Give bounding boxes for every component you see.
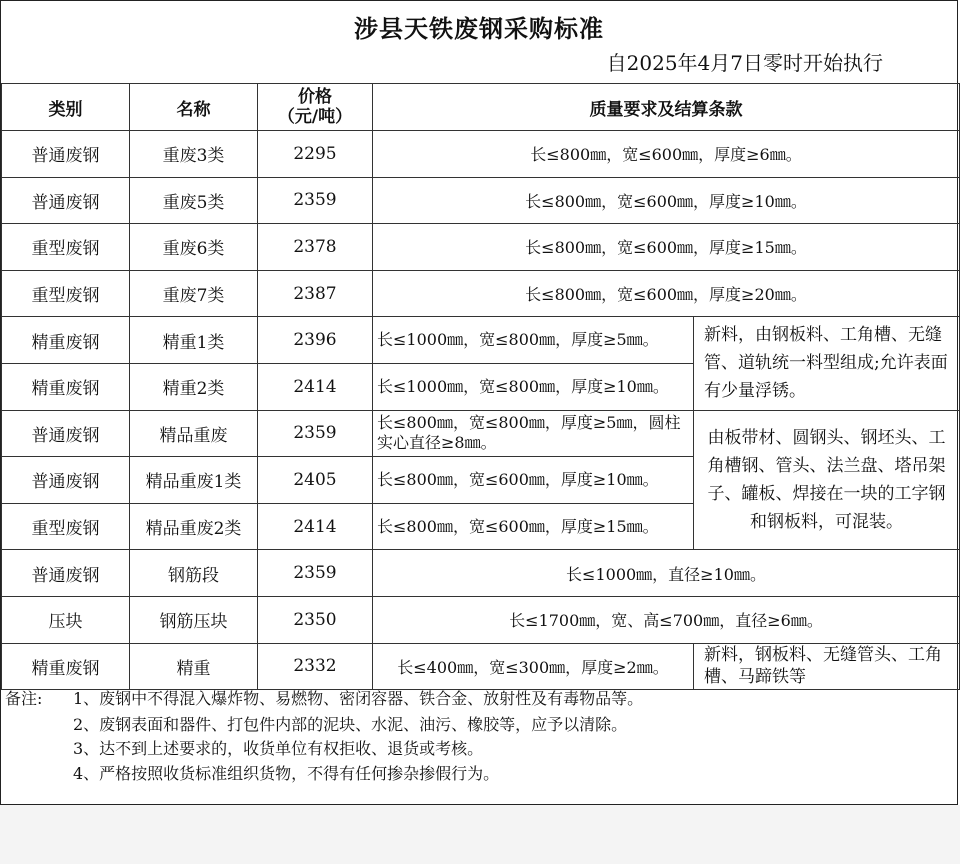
cell-spec: 长≤800㎜，宽≤800㎜，厚度≥5㎜，圆柱实心直径≥8㎜。 — [373, 410, 694, 457]
cell-name: 精品重废1类 — [130, 457, 258, 504]
cell-price: 2414 — [258, 503, 373, 550]
cell-price: 2332 — [258, 643, 373, 690]
cell-material-note: 新料，由钢板料、工角槽、无缝管、道轨统一料型组成;允许表面有少量浮锈。 — [694, 317, 960, 410]
cell-spec: 长≤1000㎜，宽≤800㎜，厚度≥5㎜。 — [373, 317, 694, 364]
cell-name: 精重1类 — [130, 317, 258, 364]
cell-price: 2396 — [258, 317, 373, 364]
table-header-row — [2, 84, 960, 131]
header-name: 名称 — [130, 84, 258, 131]
table-row — [2, 270, 960, 317]
cell-name: 精重2类 — [130, 363, 258, 410]
header-category: 类别 — [2, 84, 130, 131]
cell-name: 重废6类 — [130, 224, 258, 271]
table-row — [2, 410, 960, 457]
cell-spec: 长≤800㎜，宽≤600㎜，厚度≥10㎜。 — [373, 177, 960, 224]
page-title: 涉县天铁废钢采购标准 — [354, 14, 604, 43]
remark-item: 3、达不到上述要求的，收货单位有权拒收、退货或考核。 — [73, 739, 484, 758]
cell-name: 精品重废 — [130, 410, 258, 457]
cell-spec: 长≤1700㎜，宽、高≤700㎜，直径≥6㎜。 — [373, 596, 960, 643]
cell-name: 重废5类 — [130, 177, 258, 224]
cell-spec: 长≤800㎜，宽≤600㎜，厚度≥15㎜。 — [373, 224, 960, 271]
cell-spec: 长≤400㎜，宽≤300㎜，厚度≥2㎜。 — [373, 643, 694, 690]
table-row — [2, 596, 960, 643]
cell-name: 精重 — [130, 643, 258, 690]
cell-price: 2359 — [258, 410, 373, 457]
remark-item: 4、严格按照收货标准组织货物，不得有任何掺杂掺假行为。 — [73, 764, 500, 783]
cell-price: 2414 — [258, 363, 373, 410]
cell-name: 重废7类 — [130, 270, 258, 317]
cell-price: 2405 — [258, 457, 373, 504]
cell-category: 重型废钢 — [2, 224, 130, 271]
cell-category: 普通废钢 — [2, 457, 130, 504]
table-row — [2, 224, 960, 271]
cell-price: 2378 — [258, 224, 373, 271]
cell-name: 精品重废2类 — [130, 503, 258, 550]
table-row — [2, 643, 960, 690]
cell-category: 普通废钢 — [2, 410, 130, 457]
remark-item: 2、废钢表面和器件、打包件内部的泥块、水泥、油污、橡胶等，应予以清除。 — [73, 715, 628, 734]
header-requirements: 质量要求及结算条款 — [373, 84, 960, 131]
header-price-line1: 价格 — [298, 87, 332, 107]
cell-spec: 长≤1000㎜，直径≥10㎜。 — [373, 550, 960, 597]
cell-spec: 长≤1000㎜，宽≤800㎜，厚度≥10㎜。 — [373, 363, 694, 410]
cell-category: 重型废钢 — [2, 270, 130, 317]
remark-item: 1、废钢中不得混入爆炸物、易燃物、密闭容器、铁合金、放射性及有毒物品等。 — [73, 689, 644, 708]
cell-name: 重废3类 — [130, 131, 258, 178]
price-table — [1, 83, 960, 690]
table-row — [2, 550, 960, 597]
cell-price: 2359 — [258, 550, 373, 597]
cell-category: 普通废钢 — [2, 177, 130, 224]
remarks-label: 备注: — [5, 689, 43, 708]
cell-category: 压块 — [2, 596, 130, 643]
table-row — [2, 131, 960, 178]
cell-category: 精重废钢 — [2, 363, 130, 410]
cell-price: 2295 — [258, 131, 373, 178]
cell-spec: 长≤800㎜，宽≤600㎜，厚度≥10㎜。 — [373, 457, 694, 504]
cell-material-note: 由板带材、圆钢头、钢坯头、工角槽钢、管头、法兰盘、塔吊架子、罐板、焊接在一块的工字钢和钢板料，可混装。 — [694, 410, 960, 550]
cell-category: 普通废钢 — [2, 550, 130, 597]
cell-price: 2387 — [258, 270, 373, 317]
cell-name: 钢筋段 — [130, 550, 258, 597]
cell-category: 精重废钢 — [2, 317, 130, 364]
header-price — [258, 84, 373, 131]
cell-price: 2350 — [258, 596, 373, 643]
header-price-line2: （元/吨） — [277, 107, 353, 127]
effective-date: 自2025年4月7日零时开始执行 — [606, 51, 883, 75]
cell-category: 普通废钢 — [2, 131, 130, 178]
cell-price: 2359 — [258, 177, 373, 224]
blank-margin — [0, 805, 960, 864]
table-row — [2, 177, 960, 224]
cell-spec: 长≤800㎜，宽≤600㎜，厚度≥6㎜。 — [373, 131, 960, 178]
cell-spec: 长≤800㎜，宽≤600㎜，厚度≥20㎜。 — [373, 270, 960, 317]
cell-material-note: 新料，钢板料、无缝管头、工角槽、马蹄铁等 — [694, 643, 960, 690]
cell-spec: 长≤800㎜，宽≤600㎜，厚度≥15㎜。 — [373, 503, 694, 550]
table-row — [2, 317, 960, 364]
cell-name: 钢筋压块 — [130, 596, 258, 643]
cell-category: 重型废钢 — [2, 503, 130, 550]
cell-category: 精重废钢 — [2, 643, 130, 690]
